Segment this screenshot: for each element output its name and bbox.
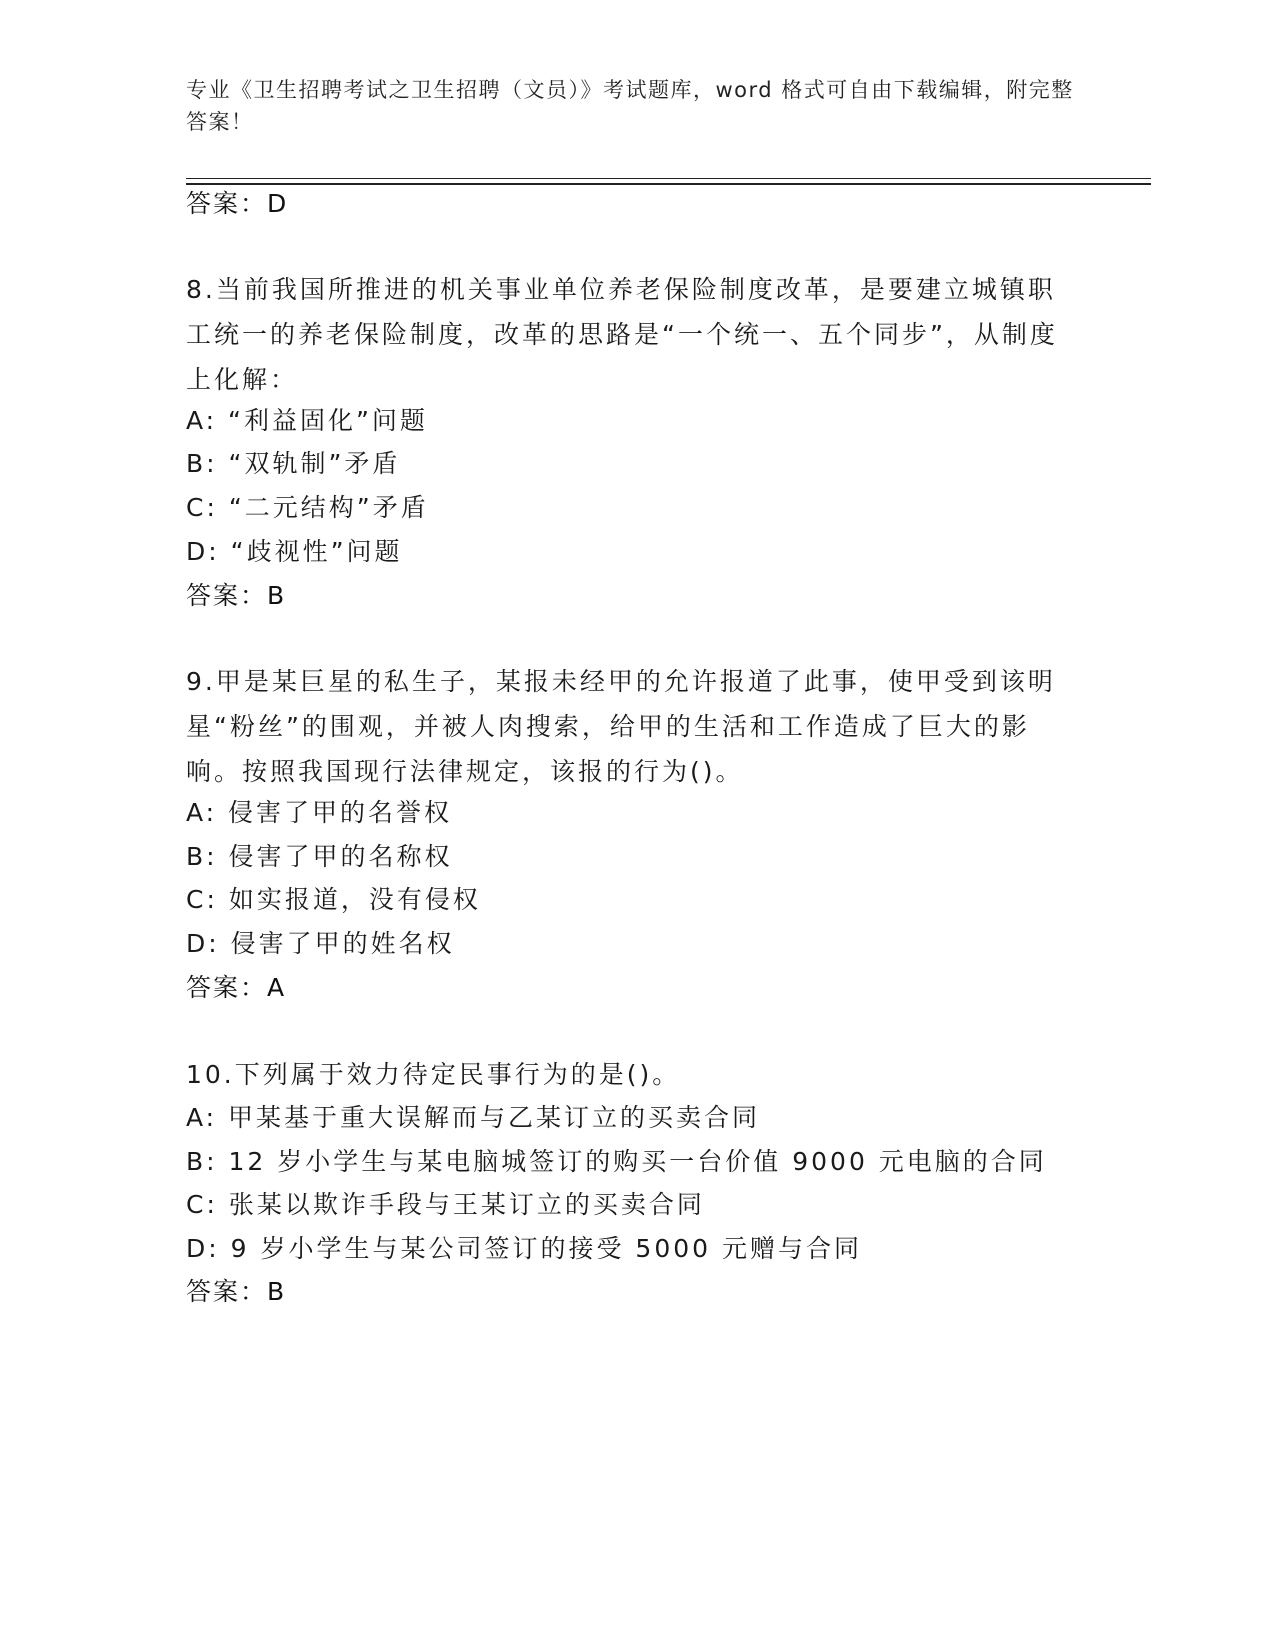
question-10-answer: 答案：B bbox=[186, 1277, 287, 1306]
question-9-answer: 答案：A bbox=[186, 973, 287, 1002]
question-8-option-b: B: “双轨制”矛盾 bbox=[186, 449, 401, 478]
question-8-option-d: D: “歧视性”问题 bbox=[186, 537, 403, 566]
header-divider-thick bbox=[186, 183, 1151, 185]
question-8-option-a: A: “利益固化”问题 bbox=[186, 406, 428, 435]
question-9-option-a: A: 侵害了甲的名誉权 bbox=[186, 798, 453, 827]
question-9-option-c: C: 如实报道，没有侵权 bbox=[186, 885, 481, 914]
question-10-option-d: D: 9 岁小学生与某公司签订的接受 5000 元赠与合同 bbox=[186, 1234, 862, 1263]
question-8-option-c: C: “二元结构”矛盾 bbox=[186, 493, 429, 522]
previous-question-answer: 答案：D bbox=[186, 189, 289, 218]
header-divider-thin bbox=[186, 178, 1151, 179]
question-8-answer: 答案：B bbox=[186, 581, 287, 610]
question-9-option-b: B: 侵害了甲的名称权 bbox=[186, 842, 453, 871]
document-header: 专业《卫生招聘考试之卫生招聘（文员）》考试题库，word 格式可自由下载编辑，附完整答案！ bbox=[186, 78, 1074, 134]
question-10-stem: 10.下列属于效力待定民事行为的是()。 bbox=[186, 1060, 681, 1089]
question-8-stem: 8.当前我国所推进的机关事业单位养老保险制度改革，是要建立城镇职工统一的养老保险制度，改革的思路是“一个统一、五个同步”，从制度上化解： bbox=[186, 275, 1058, 394]
question-9-stem: 9.甲是某巨星的私生子，某报未经甲的允许报道了此事，使甲受到该明星“粉丝”的围观，并被人肉搜索，给甲的生活和工作造成了巨大的影响。按照我国现行法律规定，该报的行为()。 bbox=[186, 667, 1056, 786]
question-9-option-d: D: 侵害了甲的姓名权 bbox=[186, 929, 455, 958]
question-10-option-a: A: 甲某基于重大误解而与乙某订立的买卖合同 bbox=[186, 1103, 761, 1132]
question-10-option-c: C: 张某以欺诈手段与王某订立的买卖合同 bbox=[186, 1190, 705, 1219]
question-10-option-b: B: 12 岁小学生与某电脑城签订的购买一台价值 9000 元电脑的合同 bbox=[186, 1147, 1047, 1176]
